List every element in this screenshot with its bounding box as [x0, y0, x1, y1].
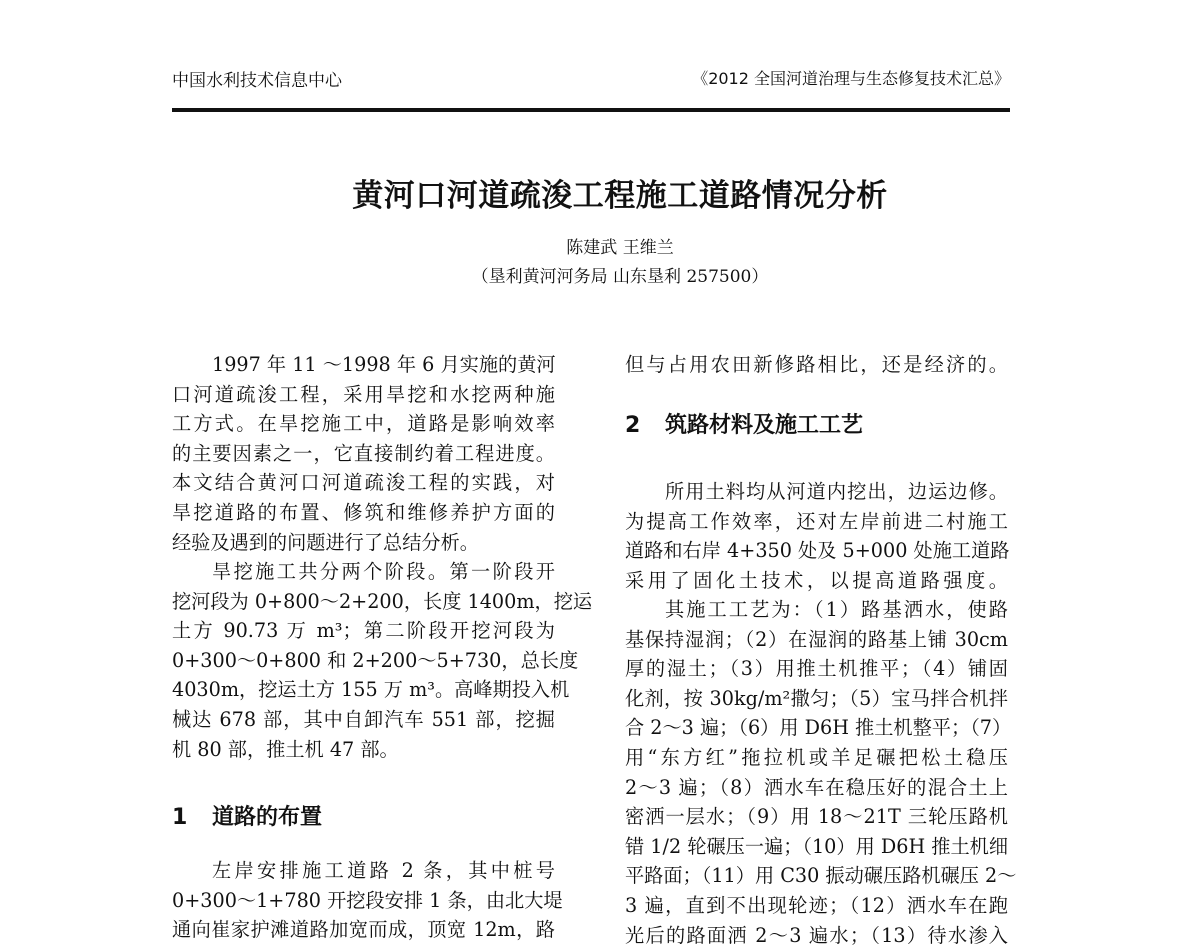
paragraph-s1-1: [172, 856, 563, 945]
text-line: 的主要因素之一，它直接制约着工程进度。: [172, 441, 555, 465]
text-line: 道路和右岸 4+350 处及 5+000 处施工道路: [625, 539, 1010, 563]
text-line: 工方式。在旱挖施工中，道路是影响效率: [172, 412, 555, 436]
text-line: 旱挖道路的布置、修筑和维修养护方面的: [172, 500, 555, 524]
section-number: 1: [172, 805, 188, 830]
text-line: 为提高工作效率，还对左岸前进二村施工: [625, 509, 1008, 533]
text-line: 挖河段为 0+800～2+200，长度 1400m，挖运: [172, 589, 593, 613]
text-line: 密洒一层水；（9）用 18～21T 三轮压路机: [625, 805, 1008, 829]
article-title: 黄河口河道疏浚工程施工道路情况分析: [352, 178, 888, 214]
article-affiliation: （垦利黄河河务局 山东垦利 257500）: [471, 267, 769, 287]
text-line: 基保持湿润；（2）在湿润的路基上铺 30cm: [625, 627, 1008, 651]
text-line: 平路面；（11）用 C30 振动碾压路机碾压 2～: [625, 864, 1017, 888]
running-header-right: 《2012 全国河道治理与生态修复技术汇总》: [692, 69, 1010, 88]
text-line: 通向崔家护滩道路加宽而成，顶宽 12m，路: [172, 918, 555, 942]
article-authors: 陈建武 王维兰: [566, 238, 674, 258]
text-line: 0+300～1+780 开挖段安排 1 条，由北大堤: [172, 888, 563, 912]
section-title: 道路的布置: [212, 805, 323, 830]
section-title: 筑路材料及施工工艺: [665, 413, 864, 438]
text-line: 经验及遇到的问题进行了总结分析。: [172, 530, 479, 554]
text-line: 用“东方红”拖拉机或羊足碾把松土稳压: [625, 745, 1008, 769]
text-line: 错 1/2 轮碾压一遍；（10）用 D6H 推土机细: [625, 834, 1009, 858]
text-line: 机 80 部，推土机 47 部。: [172, 737, 399, 761]
text-line: 3 遍，直到不出现轮迹；（12）洒水车在跑: [625, 893, 1008, 917]
paragraph-s2-2: [625, 595, 1017, 950]
text-line: 光后的路面洒 2～3 遍水；（13）待水渗入: [625, 923, 1008, 947]
text-line: 本文结合黄河口河道疏浚工程的实践，对: [172, 471, 555, 495]
text-line: 械达 678 部，其中自卸汽车 551 部，挖掘: [172, 707, 555, 731]
text-line: 4030m，挖运土方 155 万 m³。高峰期投入机: [172, 678, 570, 702]
text-line: 化剂，按 30kg/m²撒匀；（5）宝马拌合机拌: [625, 686, 1008, 710]
header-rule: [172, 108, 1010, 112]
section-heading-2: [625, 408, 863, 439]
text-line: 左岸安排施工道路 2 条，其中桩号: [212, 859, 555, 882]
text-line: 2～3 遍；（8）洒水车在稳压好的混合土上: [625, 775, 1008, 799]
text-line: 采用了固化土技术，以提高道路强度。: [625, 568, 1008, 592]
section-number: 2: [625, 413, 641, 438]
text-line: 旱挖施工共分两个阶段。第一阶段开: [212, 560, 555, 583]
paragraph-intro-2: [172, 557, 593, 764]
text-line: 1997 年 11 ～1998 年 6 月实施的黄河: [212, 353, 556, 376]
text-line: 口河道疏浚工程，采用旱挖和水挖两种施: [172, 382, 555, 406]
section-heading-1: [172, 800, 322, 831]
text-line: 其施工工艺为：（1）路基洒水，使路: [665, 598, 1008, 621]
text-line: 厚的湿土；（3）用推土机推平；（4）铺固: [625, 657, 1008, 681]
text-line: 0+300～0+800 和 2+200～5+730，总长度: [172, 648, 579, 672]
running-header-left: 中国水利技术信息中心: [172, 71, 342, 91]
text-line: 土方 90.73 万 m³；第二阶段开挖河段为: [172, 619, 555, 643]
paragraph-s2-1: [625, 477, 1008, 595]
text-line: 合 2～3 遍；（6）用 D6H 推土机整平；（7）: [625, 716, 1012, 740]
paragraph-continued: [625, 350, 1008, 380]
text-line: 但与占用农田新修路相比，还是经济的。: [625, 353, 1008, 376]
text-line: 所用土料均从河道内挖出，边运边修。: [665, 480, 1008, 503]
paragraph-intro-1: [172, 350, 555, 557]
